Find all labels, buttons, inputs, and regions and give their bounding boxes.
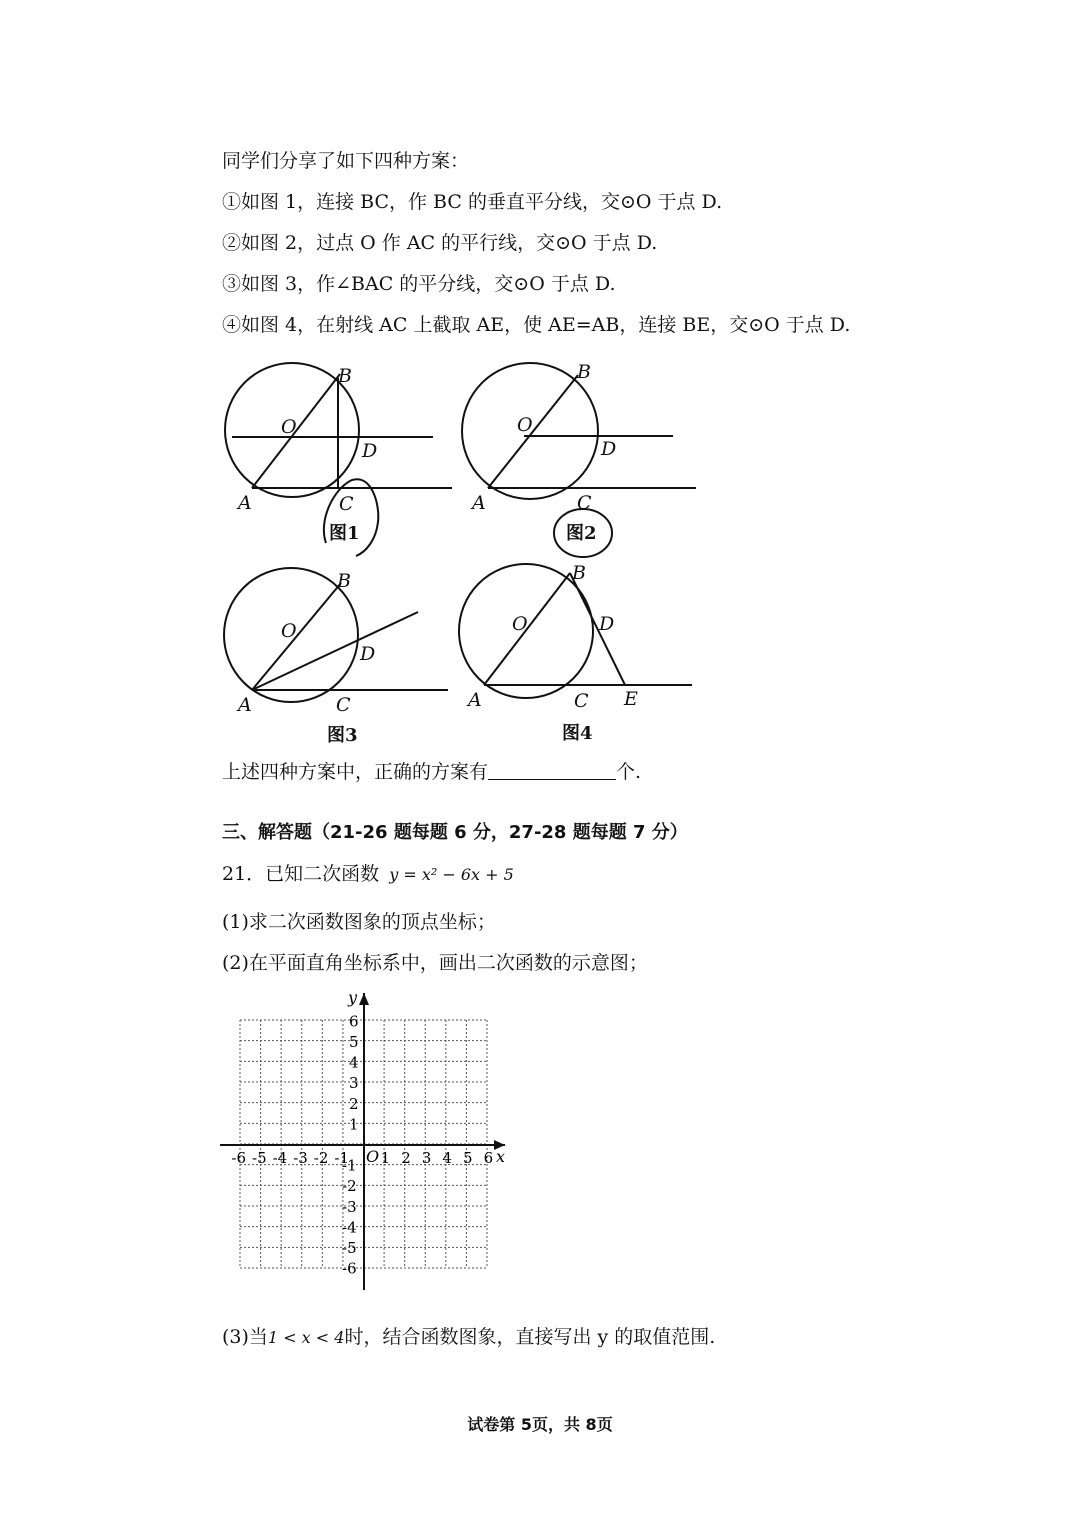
- fig1-label-C: C: [339, 493, 354, 515]
- section-title: 三、解答题（21-26 题每题 6 分，27-28 题每题 7 分）: [222, 822, 688, 843]
- x-axis-label: x: [496, 1147, 506, 1166]
- q21-part3-condition: 1 < x < 4: [267, 1328, 345, 1347]
- fig4-label-C: C: [574, 690, 589, 712]
- y-tick-label: -3: [342, 1197, 357, 1216]
- y-tick-label: 5: [349, 1033, 359, 1051]
- answer-blank[interactable]: [488, 761, 616, 780]
- option-1: ①如图 1，连接 BC，作 BC 的垂直平分线，交⊙O 于点 D.: [222, 191, 723, 213]
- y-tick-label: 4: [349, 1053, 359, 1072]
- fig4-label-B: B: [572, 562, 586, 584]
- x-tick-label: -3: [293, 1149, 308, 1167]
- intro-text: 同学们分享了如下四种方案：: [222, 150, 470, 172]
- x-tick-label: -4: [272, 1149, 288, 1167]
- fig2-label-D: D: [601, 438, 617, 460]
- q21-stem: 21．已知二次函数: [222, 863, 380, 885]
- x-tick-label: 3: [421, 1149, 432, 1167]
- y-tick-label: -6: [342, 1259, 357, 1278]
- fig1-label-B: B: [338, 365, 352, 387]
- fig3-label-A: A: [238, 694, 252, 716]
- figure-3: [224, 568, 448, 702]
- option-3: ③如图 3，作∠BAC 的平分线，交⊙O 于点 D.: [222, 273, 616, 295]
- x-tick-label: 2: [401, 1149, 411, 1167]
- fig1-label-D: D: [362, 440, 378, 462]
- fig3-label-B: B: [337, 570, 351, 592]
- x-tick-label: -2: [313, 1149, 329, 1167]
- q21-part3-line: [222, 1322, 715, 1349]
- q21-part3-suffix: 时，结合函数图象，直接写出 y 的取值范围.: [344, 1326, 716, 1348]
- fig2-label-A: A: [472, 492, 486, 514]
- figures-area: [0, 350, 1080, 750]
- x-tick-label: 4: [442, 1149, 452, 1167]
- q21-part3-prefix: (3)当: [222, 1326, 268, 1348]
- x-tick-label: -1: [334, 1149, 350, 1167]
- y-tick-label: 3: [349, 1074, 359, 1093]
- x-tick-label: 1: [380, 1149, 391, 1167]
- fig2-caption: 图2: [566, 523, 597, 544]
- figure-4: [459, 564, 692, 698]
- y-tick-label: 1: [349, 1115, 359, 1134]
- fig4-label-E: E: [624, 688, 638, 710]
- conclusion-unit: 个.: [616, 761, 642, 783]
- x-tick-label: -5: [252, 1149, 267, 1167]
- conclusion-line: [222, 757, 641, 784]
- y-axis-label: y: [348, 988, 358, 1007]
- option-4: ④如图 4，在射线 AC 上截取 AE，使 AE=AB，连接 BE，交⊙O 于点 D.: [222, 314, 851, 336]
- x-tick-label: 6: [483, 1149, 494, 1167]
- fig3-label-C: C: [336, 694, 351, 716]
- fig4-label-D: D: [599, 613, 615, 635]
- origin-label: O: [366, 1147, 380, 1166]
- q21-part1: (1)求二次函数图象的顶点坐标；: [222, 911, 496, 933]
- q21-part2: (2)在平面直角坐标系中，画出二次函数的示意图；: [222, 952, 648, 974]
- fig2-label-C: C: [577, 492, 592, 514]
- fig4-caption: 图4: [562, 723, 593, 744]
- q21-formula: y = x² − 6x + 5: [389, 865, 514, 884]
- y-tick-label: 6: [349, 1012, 359, 1031]
- y-tick-label: -1: [342, 1156, 357, 1175]
- fig3-caption: 图3: [327, 725, 358, 746]
- coordinate-grid: [0, 980, 540, 1300]
- fig3-label-O: O: [281, 620, 297, 642]
- y-tick-label: -5: [342, 1239, 357, 1257]
- fig3-label-D: D: [360, 643, 376, 665]
- fig2-label-B: B: [577, 361, 591, 383]
- fig1-label-O: O: [281, 416, 297, 438]
- fig4-label-O: O: [512, 613, 528, 635]
- y-tick-label: -4: [342, 1218, 357, 1237]
- fig1-caption: 图1: [329, 523, 360, 544]
- fig1-label-A: A: [238, 492, 252, 514]
- fig2-label-O: O: [517, 414, 533, 436]
- page-footer: 试卷第 5页，共 8页: [467, 1415, 613, 1434]
- y-tick-label: 2: [349, 1094, 359, 1113]
- conclusion-text: 上述四种方案中，正确的方案有: [222, 761, 489, 783]
- fig4-label-A: A: [468, 689, 482, 711]
- x-tick-label: 5: [463, 1149, 473, 1167]
- y-tick-label: -2: [342, 1177, 357, 1196]
- q21-stem-line: [222, 859, 514, 886]
- y-axis-arrow: [359, 993, 369, 1005]
- option-2: ②如图 2，过点 O 作 AC 的平行线，交⊙O 于点 D.: [222, 232, 658, 254]
- x-tick-label: -6: [231, 1149, 247, 1167]
